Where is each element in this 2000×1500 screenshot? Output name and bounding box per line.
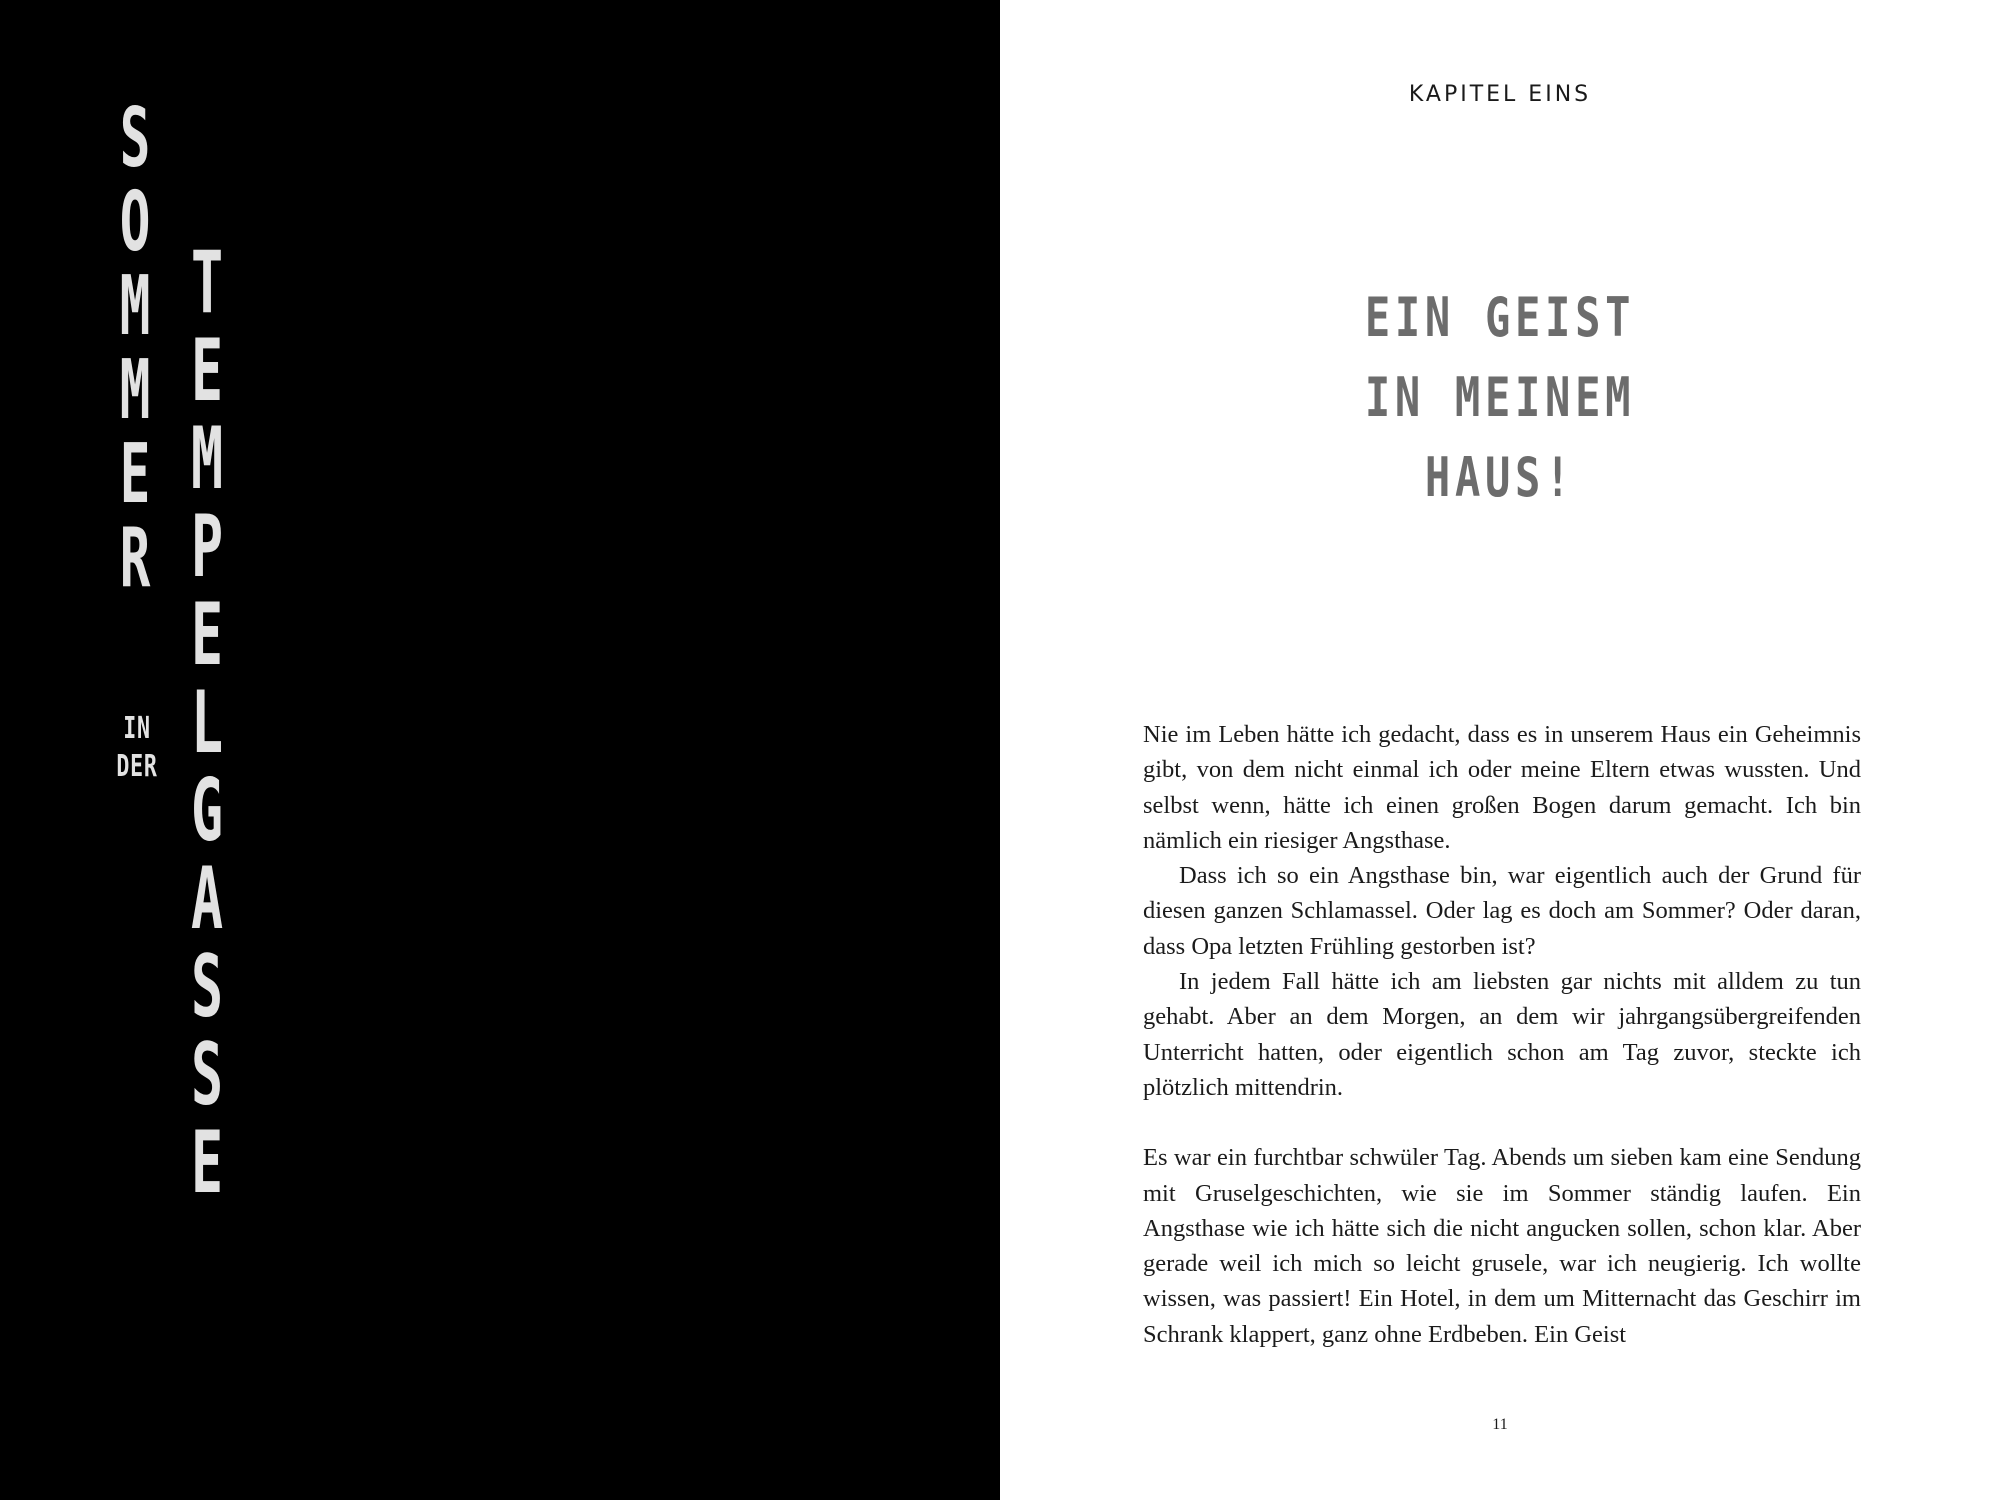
chapter-title bbox=[1000, 278, 2000, 518]
title-small-words bbox=[104, 710, 170, 786]
title-letter: L bbox=[190, 673, 224, 773]
chapter-body-text bbox=[1143, 717, 1861, 1352]
chapter-title-line: IN MEINEM bbox=[1364, 366, 1636, 429]
title-letter: O bbox=[119, 175, 151, 270]
title-word-in: IN bbox=[123, 711, 151, 746]
title-letter: A bbox=[190, 849, 224, 949]
title-letter: S bbox=[190, 937, 224, 1037]
title-letter: P bbox=[190, 497, 224, 597]
body-paragraph: Nie im Leben hätte ich gedacht, dass es in unserem Haus ein Geheimnis gibt, von dem nicht einmal ich oder meine Eltern etwas wussten. Und selbst wenn, hätte ich einen großen Bogen darum gemacht. Ich bin nämlich ein riesiger Angsthase. bbox=[1143, 721, 1861, 854]
page-number: 11 bbox=[1492, 1416, 1508, 1433]
chapter-title-line: EIN GEIST bbox=[1364, 286, 1636, 349]
right-page-chapter bbox=[1000, 0, 2000, 1500]
title-word-sommer bbox=[102, 91, 168, 606]
body-paragraph: Es war ein furchtbar schwüler Tag. Abends um sieben kam eine Sendung mit Gruselgeschichten, wie sie im Sommer ständig laufen. Ein Angsthase wie ich hätte sich die nicht angucken sollen, schon klar. Aber gerade weil ich mich so leicht grusele, war ich neugierig. Ich wollte wissen, was passiert! Ein Hotel, in dem um Mitternacht das Geschirr im Schrank klappert, ganz ohne Erdbeben. Ein Geist bbox=[1143, 1144, 1861, 1348]
chapter-label: KAPITEL EINS bbox=[1408, 82, 1592, 107]
title-letter: E bbox=[190, 1113, 224, 1213]
title-letter: T bbox=[190, 233, 224, 333]
title-letter: M bbox=[119, 343, 151, 438]
body-paragraph: In jedem Fall hätte ich am liebsten gar nichts mit alldem zu tun gehabt. Aber an dem Morgen, an dem wir jahrgangsübergreifenden Unterricht hatten, oder eigentlich schon am Tag zuvor, steckte ich plötzlich mittendrin. bbox=[1143, 968, 1861, 1101]
title-letter: E bbox=[190, 321, 224, 421]
chapter-title-line: HAUS! bbox=[1424, 446, 1576, 509]
title-letter: G bbox=[190, 761, 224, 861]
title-word-tempelgasse bbox=[172, 233, 242, 1213]
title-letter: M bbox=[190, 409, 224, 509]
title-letter: S bbox=[190, 1025, 224, 1125]
title-letter: S bbox=[119, 91, 151, 186]
title-letter: E bbox=[190, 585, 224, 685]
title-letter: M bbox=[119, 259, 151, 354]
title-letter: E bbox=[119, 427, 151, 522]
title-word-der: DER bbox=[116, 749, 158, 784]
title-letter: R bbox=[119, 511, 151, 606]
body-paragraph: Dass ich so ein Angsthase bin, war eigentlich auch der Grund für diesen ganzen Schlamassel. Oder lag es doch am Sommer? Oder daran, dass Opa letzten Frühling gestorben ist? bbox=[1143, 862, 1861, 960]
